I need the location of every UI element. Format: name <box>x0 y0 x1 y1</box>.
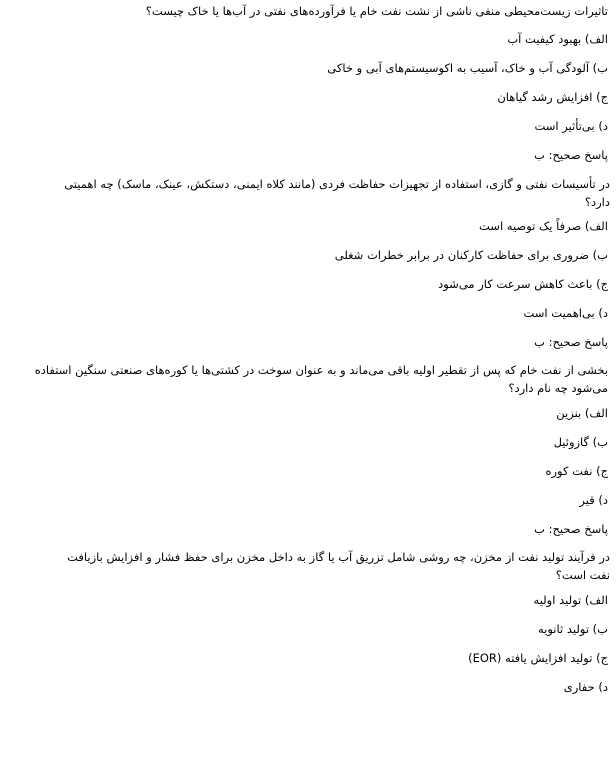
question-4-option-c: ج) تولید افزایش یافته (EOR) <box>468 651 608 665</box>
question-4-option-d: د) حفاری <box>563 680 608 694</box>
question-4-text: در فرآیند تولید نفت از مخزن، چه روشی شامل تزریق آب یا گاز به داخل مخزن برای حفظ فشار و افزایش بازیافت نفت است؟ <box>67 550 610 582</box>
question-3-option-d: د) قیر <box>579 493 608 507</box>
question-2-text: در تأسیسات نفتی و گازی، استفاده از تجهیزات حفاظت فردی (مانند کلاه ایمنی، دستکش، عینک، ماسک) چه اهمیتی دارد؟ <box>64 177 610 209</box>
question-1-option-d: د) بی‌تأثیر است <box>534 119 608 133</box>
question-4-option-a: الف) تولید اولیه <box>533 593 608 607</box>
question-2-option-d: د) بی‌اهمیت است <box>523 306 608 320</box>
question-3-answer: پاسخ صحیح: ب <box>534 522 608 536</box>
question-1-option-a: الف) بهبود کیفیت آب <box>507 32 608 46</box>
question-4-option-b: ب) تولید ثانویه <box>538 622 608 636</box>
question-3-option-b: ب) گازوئیل <box>553 435 608 449</box>
question-1-option-b: ب) آلودگی آب و خاک، آسیب به اکوسیستم‌های آبی و خاکی <box>327 61 608 75</box>
question-2-option-b: ب) ضروری برای حفاظت کارکنان در برابر خطرات شغلی <box>334 248 608 262</box>
question-1-option-c: ج) افزایش رشد گیاهان <box>497 90 608 104</box>
question-3-text: بخشی از نفت خام که پس از تقطیر اولیه باقی می‌ماند و به عنوان سوخت در کشتی‌ها یا کوره‌های صنعتی سنگین استفاده می‌شود چه نام دارد؟ <box>34 363 608 395</box>
question-2-option-a: الف) صرفاً یک توصیه است <box>479 219 608 233</box>
question-1-answer: پاسخ صحیح: ب <box>534 148 608 162</box>
question-3-option-c: ج) نفت کوره <box>545 464 608 478</box>
question-2-option-c: ج) باعث کاهش سرعت کار می‌شود <box>438 277 608 291</box>
question-2-answer: پاسخ صحیح: ب <box>534 335 608 349</box>
question-1-text: تاثیرات زیست‌محیطی منفی ناشی از نشت نفت خام یا فرآورده‌های نفتی در آب‌ها یا خاک چیست؟ <box>145 4 608 18</box>
question-3-option-a: الف) بنزین <box>556 406 608 420</box>
